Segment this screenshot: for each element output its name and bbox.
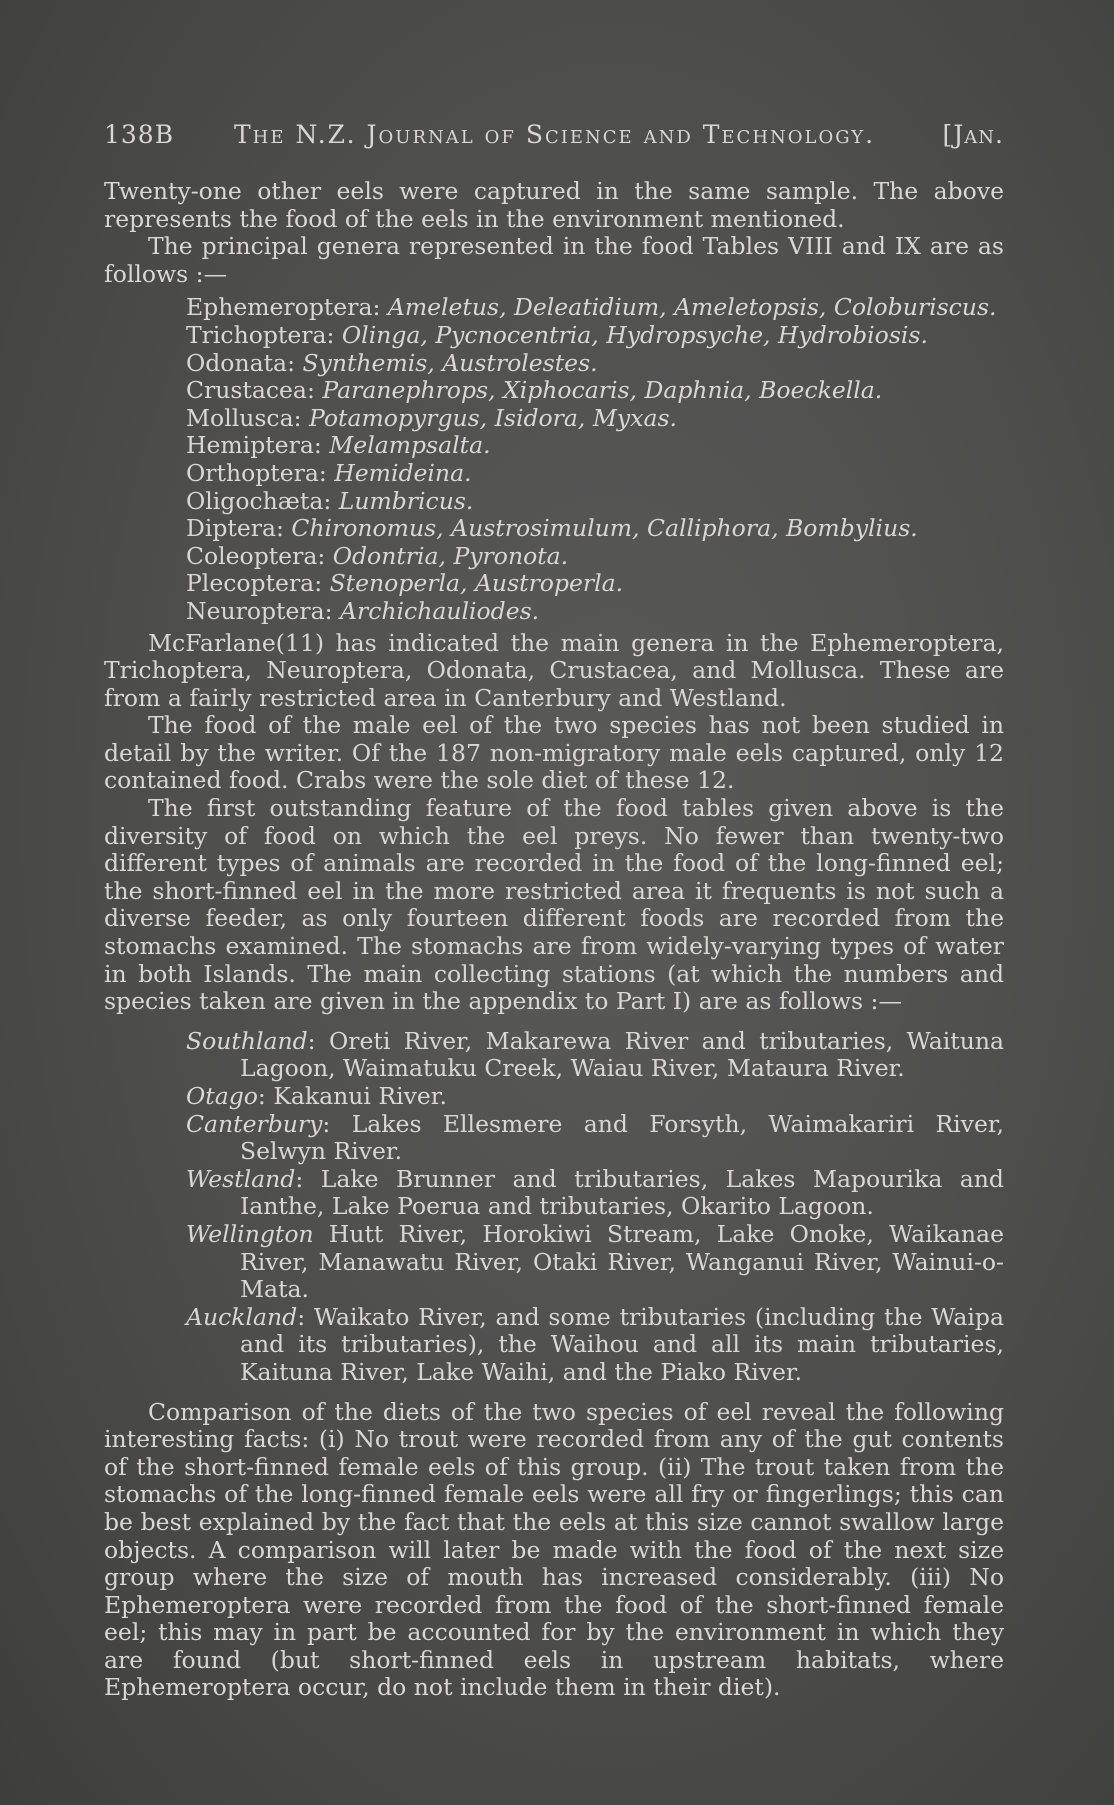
genera-names: Chironomus, Austrosimulum, Calliphora, Bombylius. [291, 514, 918, 543]
genera-names: Melampsalta. [329, 431, 491, 460]
page-body [104, 178, 1004, 1702]
paragraph: The first outstanding feature of the food tables given above is the diversity of food on which the eel preys. No fewer than twenty-two different types of animals are recorded in the food of the long-finned eel; the short-finned eel in the more restricted area it frequents is not such a diverse feeder, as only fourteen different foods are recorded from the stomachs examined. The stomachs are from widely-varying types of water in both Islands. The main collecting stations (at which the numbers and species taken are given in the appendix to Part I) are as follows :— [104, 794, 1004, 1016]
journal-title: The N.Z. Journal of Science and Technology. [234, 120, 876, 149]
paragraph: McFarlane(11) has indicated the main genera in the Ephemeroptera, Trichoptera, Neuroptera, Odonata, Crustacea, and Mollusca. These are from a fairly restricted area in Canterbury and Westland. [104, 628, 1004, 712]
order-name: Coleoptera [186, 541, 318, 570]
list-item: Mollusca: Potamopyrgus, Isidora, Myxas. [186, 403, 677, 432]
order-name: Odonata [186, 348, 288, 377]
order-name: Crustacea [186, 376, 307, 405]
order-name: Neuroptera [186, 596, 325, 625]
genera-names: Synthemis, Austrolestes. [302, 348, 598, 377]
page-number: 138B [104, 120, 175, 149]
station-entry: Westland: Lake Brunner and tributaries, Lakes Mapourika and Ianthe, Lake Poerua and tributaries, Okarito Lagoon. [186, 1164, 1004, 1221]
journal-page [104, 0, 1004, 1805]
list-item: Trichoptera: Olinga, Pycnocentria, Hydropsyche, Hydrobiosis. [186, 320, 928, 349]
paragraph: The principal genera represented in the food Tables VIII and IX are as follows :— [104, 232, 1004, 288]
station-places: Oreti River, Makarewa River and tributaries, Waituna Lagoon, Waimatuku Creek, Waiau River, Mataura River. [240, 1026, 1004, 1083]
order-name: Hemiptera [186, 431, 314, 460]
station-entry: Auckland: Waikato River, and some tributaries (including the Waipa and its tributaries), the Waihou and all its main tributaries, Kaituna River, Lake Waihi, and the Piako River. [186, 1302, 1004, 1386]
station-places: Kakanui River. [273, 1082, 447, 1110]
order-name: Mollusca [186, 403, 294, 432]
region-name: Otago [186, 1082, 258, 1110]
genera-names: Archichauliodes. [340, 596, 540, 625]
order-name: Oligochæta [186, 486, 324, 515]
paragraph: Comparison of the diets of the two species of eel reveal the following interesting facts: (i) No trout were recorded from any of the gut contents of the short-finned female eels of this group. (ii) The trout taken from the stomachs of the long-finned female eels were all fry or fingerlings; this can be best explained by the fact that the eels at this size cannot swallow large objects. A comparison will later be made with the food of the next size group where the size of mouth has increased considerably. (iii) No Ephemeroptera were recorded from the food of the short-finned female eel; this may in part be accounted for by the environment in which they are found (but short-finned eels in upstream habitats, where Ephemeroptera occur, do not include them in their diet). [104, 1397, 1004, 1702]
list-item: Odonata: Synthemis, Austrolestes. [186, 348, 598, 377]
list-item: Orthoptera: Hemideina. [186, 458, 472, 487]
paragraph: Twenty-one other eels were captured in the same sample. The above represents the food of the eels in the environment mentioned. [104, 177, 1004, 233]
station-entry: Otago: Kakanui River. [186, 1082, 447, 1110]
order-name: Ephemeroptera [186, 293, 373, 322]
region-name: Westland [186, 1164, 296, 1193]
genera-names: Potamopyrgus, Isidora, Myxas. [309, 403, 677, 432]
station-entry: Canterbury: Lakes Ellesmere and Forsyth, Waimakariri River, Selwyn River. [186, 1109, 1004, 1166]
list-item: Oligochæta: Lumbricus. [186, 486, 474, 515]
genera-names: Odontria, Pyronota. [332, 541, 569, 570]
station-places: Hutt River, Horokiwi Stream, Lake Onoke, Waikanae River, Manawatu River, Otaki River, Wanganui River, Wainui-o-Mata. [240, 1219, 1004, 1304]
order-name: Orthoptera [186, 458, 319, 487]
list-item: Neuroptera: Archichauliodes. [186, 596, 540, 625]
list-item: Crustacea: Paranephrops, Xiphocaris, Daphnia, Boeckella. [186, 376, 883, 405]
order-name: Diptera [186, 514, 276, 543]
genera-names: Lumbricus. [338, 486, 474, 515]
genera-names: Olinga, Pycnocentria, Hydropsyche, Hydrobiosis. [341, 320, 928, 349]
region-name: Canterbury [186, 1109, 323, 1138]
running-header [104, 120, 1004, 160]
genera-names: Stenoperla, Austroperla. [329, 569, 624, 598]
list-item: Ephemeroptera: Ameletus, Deleatidium, Ameletopsis, Coloburiscus. [186, 293, 997, 322]
station-places: Lakes Ellesmere and Forsyth, Waimakariri River, Selwyn River. [240, 1109, 1004, 1166]
genera-names: Hemideina. [334, 458, 472, 487]
order-name: Plecoptera [186, 569, 315, 598]
station-entry [186, 1221, 1004, 1304]
genera-names: Paranephrops, Xiphocaris, Daphnia, Boeckella. [322, 376, 883, 405]
list-item: Hemiptera: Melampsalta. [186, 431, 491, 460]
list-item: Coleoptera: Odontria, Pyronota. [186, 541, 569, 570]
genera-list [186, 294, 1004, 625]
collecting-stations [186, 1028, 1004, 1387]
list-item: Diptera: Chironomus, Austrosimulum, Calliphora, Bombylius. [186, 514, 918, 543]
region-name: Southland [186, 1026, 308, 1055]
region-name: Wellington [186, 1219, 314, 1248]
header-month: [Jan. [942, 120, 1004, 149]
region-name: Auckland [186, 1302, 298, 1331]
genera-names: Ameletus, Deleatidium, Ameletopsis, Coloburiscus. [387, 293, 997, 322]
list-item: Plecoptera: Stenoperla, Austroperla. [186, 569, 624, 598]
station-entry: Southland: Oreti River, Makarewa River and tributaries, Waituna Lagoon, Waimatuku Creek, Waiau River, Mataura River. [186, 1026, 1004, 1083]
paragraph: The food of the male eel of the two species has not been studied in detail by the writer. Of the 187 non-migratory male eels captured, only 12 contained food. Crabs were the sole diet of these 12. [104, 711, 1004, 795]
order-name: Trichoptera [186, 320, 327, 349]
station-places: Lake Brunner and tributaries, Lakes Mapourika and Ianthe, Lake Poerua and tributaries, Okarito Lagoon. [240, 1164, 1004, 1221]
station-places: Waikato River, and some tributaries (including the Waipa and its tributaries), the Waihou and all its main tributaries, Kaituna River, Lake Waihi, and the Piako River. [240, 1302, 1004, 1386]
